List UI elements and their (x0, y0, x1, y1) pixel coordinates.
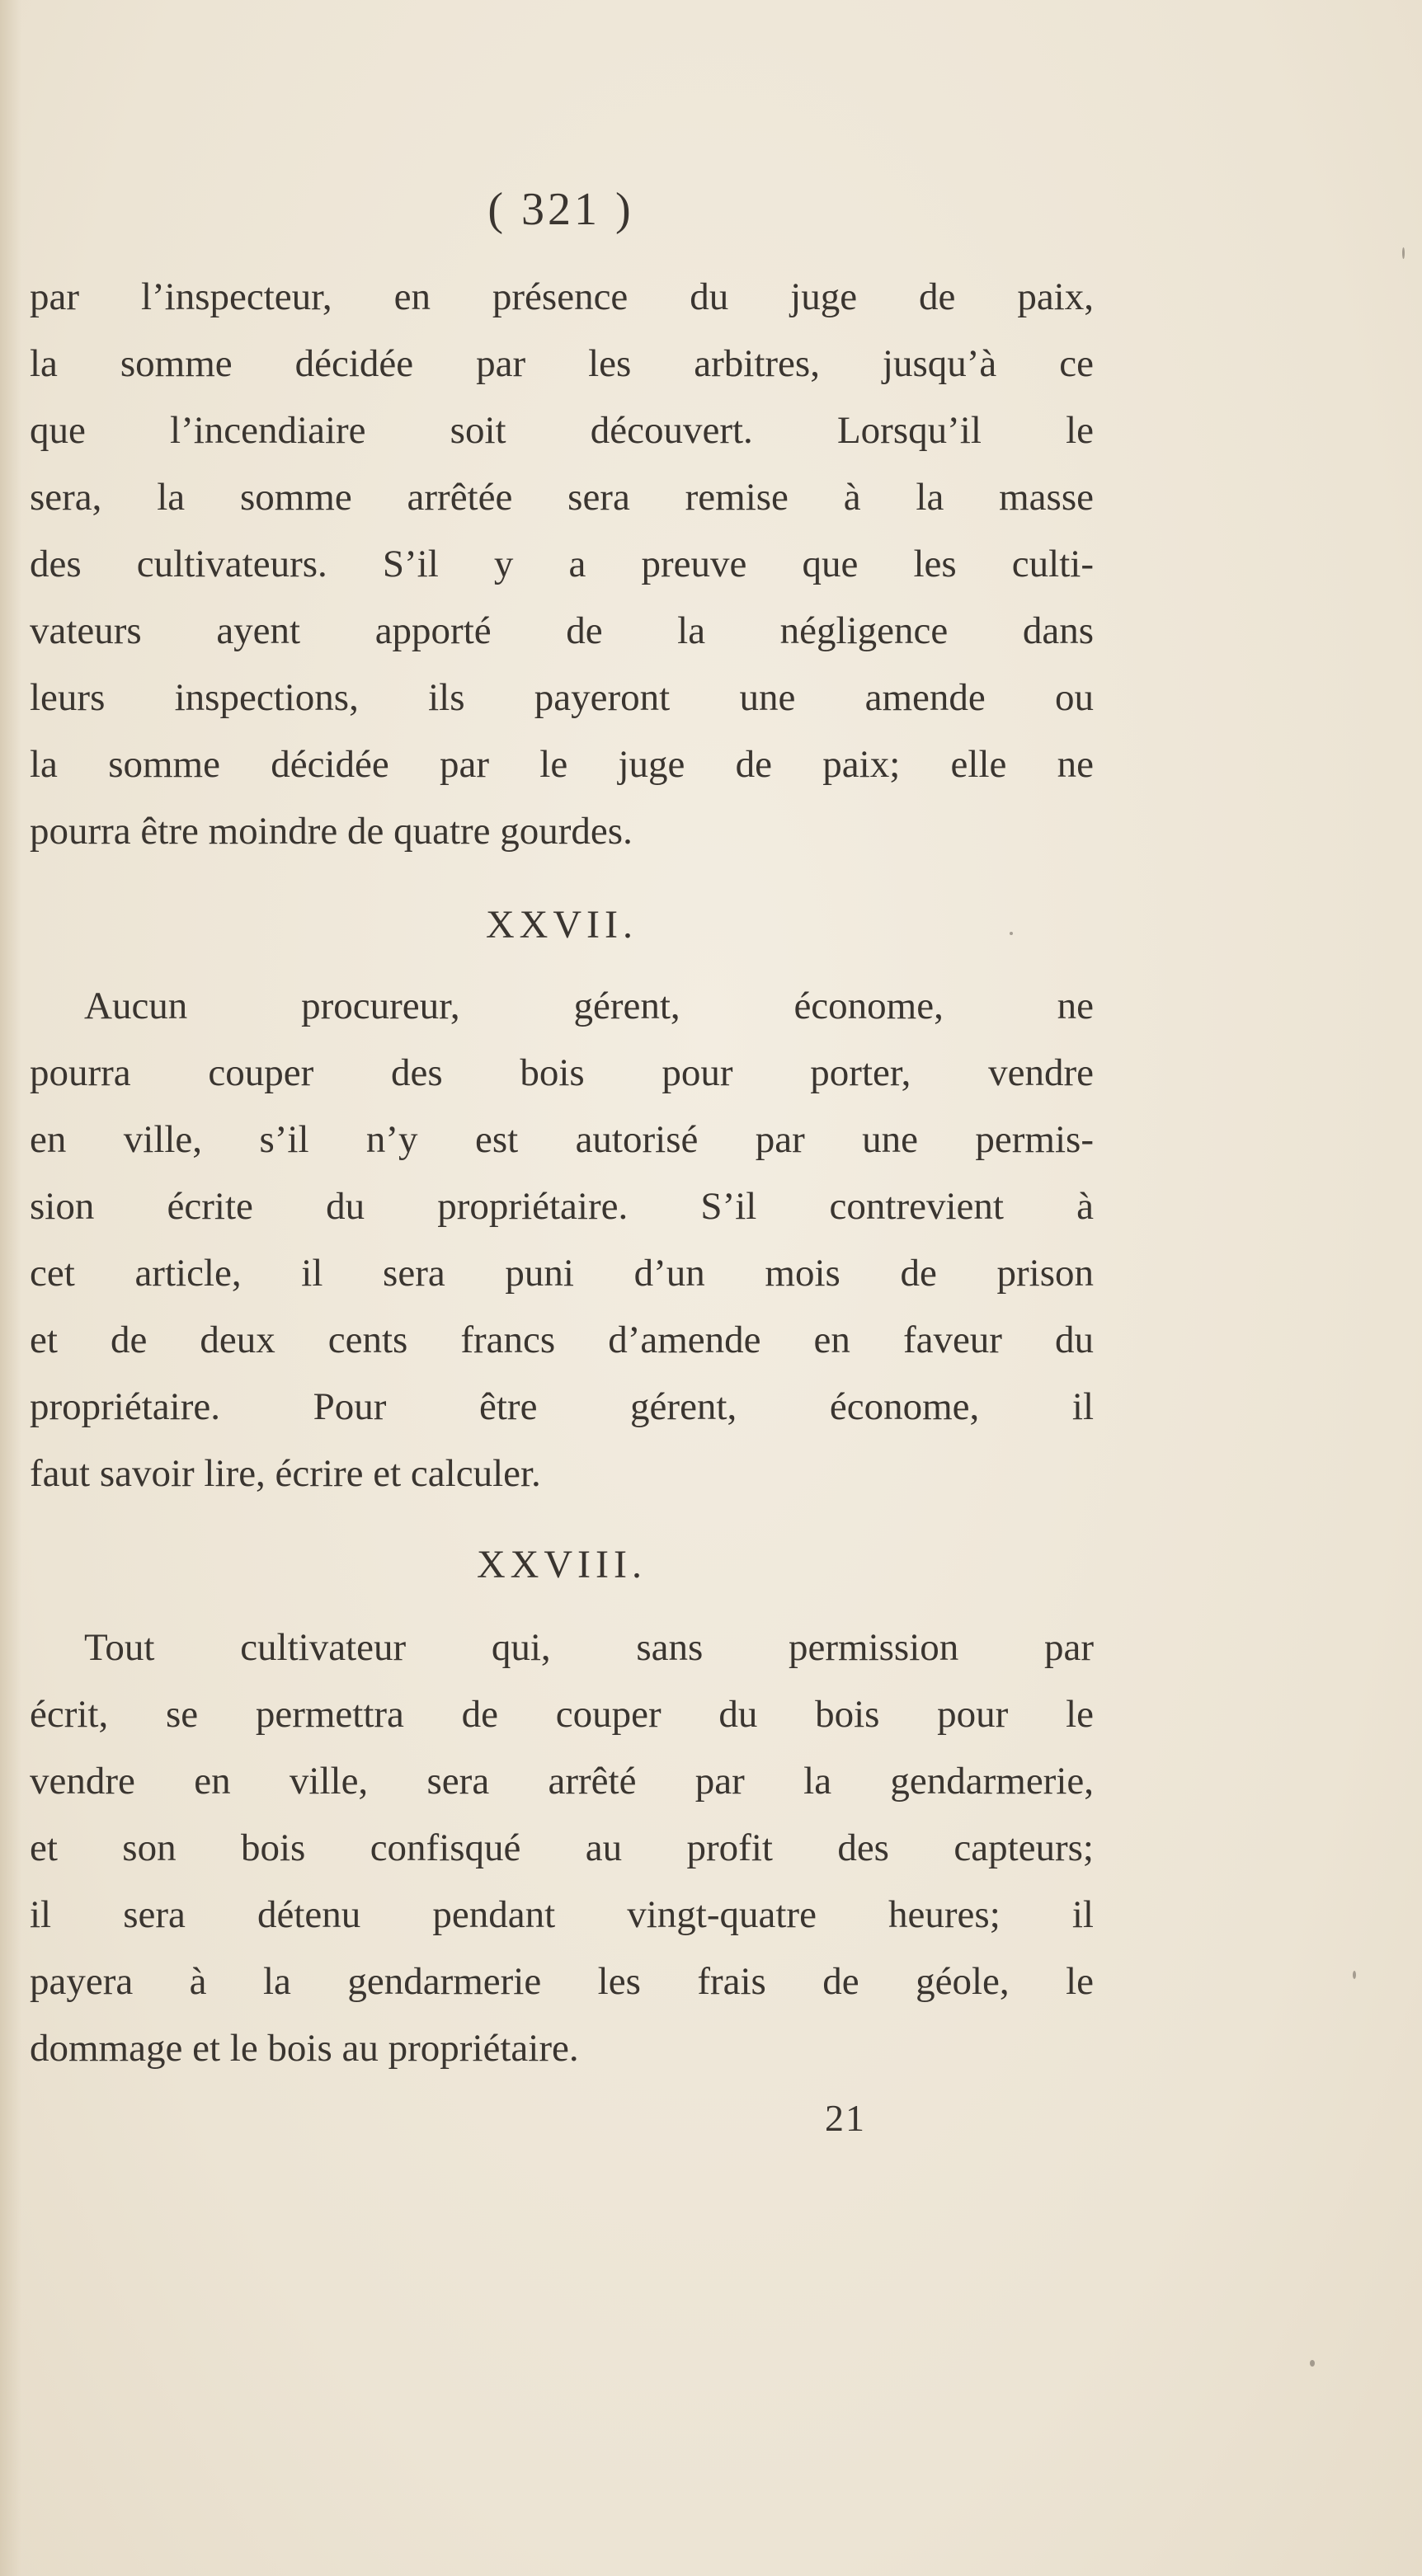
article-xxviii-text (30, 1615, 1094, 2082)
text-line: la somme décidée par les arbitres, jusqu’à ce (30, 342, 1094, 385)
article-heading-xxviii: XXVIII. (477, 1543, 647, 1586)
paper-speck (1353, 1971, 1356, 1979)
text-line: écrit, se permettra de couper du bois pour le (30, 1693, 1094, 1736)
text-line: propriétaire. Pour être gérent, économe, il (30, 1385, 1094, 1428)
text-line: Tout cultivateur qui, sans permission par (84, 1626, 1094, 1669)
text-line: vendre en ville, sera arrêté par la gendarmerie, (30, 1760, 1094, 1803)
text-line: sera, la somme arrêtée sera remise à la masse (30, 476, 1094, 519)
paper-speck (1402, 247, 1405, 259)
page-gutter-shadow (0, 0, 21, 2576)
text-line: et de deux cents francs d’amende en faveur du (30, 1319, 1094, 1361)
text-line: leurs inspections, ils payeront une amende ou (30, 676, 1094, 719)
text-line: et son bois confisqué au profit des capteurs; (30, 1826, 1094, 1869)
article-heading-xxvii: XXVII. (486, 903, 638, 947)
text-line: la somme décidée par le juge de paix; elle ne (30, 743, 1094, 786)
text-line: pourra couper des bois pour porter, vendre (30, 1051, 1094, 1094)
paper-speck (1310, 2360, 1315, 2367)
text-line: cet article, il sera puni d’un mois de prison (30, 1252, 1094, 1295)
text-line: vateurs ayent apporté de la négligence dans (30, 609, 1094, 652)
paper-speck (1010, 932, 1013, 935)
text-line: pourra être moindre de quatre gourdes. (30, 810, 633, 853)
text-line: Aucun procureur, gérent, économe, ne (84, 985, 1094, 1027)
text-line: des cultivateurs. S’il y a preuve que les culti- (30, 543, 1094, 585)
paragraph-continuation (30, 264, 1094, 865)
text-line: par l’inspecteur, en présence du juge de paix, (30, 275, 1094, 318)
text-line: dommage et le bois au propriétaire. (30, 2027, 579, 2070)
signature-mark: 21 (825, 2097, 866, 2139)
text-line: payera à la gendarmerie les frais de géole, le (30, 1960, 1094, 2003)
text-line: en ville, s’il n’y est autorisé par une permis- (30, 1118, 1094, 1161)
text-line: faut savoir lire, écrire et calculer. (30, 1452, 541, 1495)
text-line: sion écrite du propriétaire. S’il contrevient à (30, 1185, 1094, 1228)
article-xxvii-text (30, 973, 1094, 1507)
text-line: que l’incendiaire soit découvert. Lorsqu’il le (30, 409, 1094, 452)
text-line: il sera détenu pendant vingt-quatre heures; il (30, 1893, 1094, 1936)
page-number: ( 321 ) (487, 184, 634, 235)
